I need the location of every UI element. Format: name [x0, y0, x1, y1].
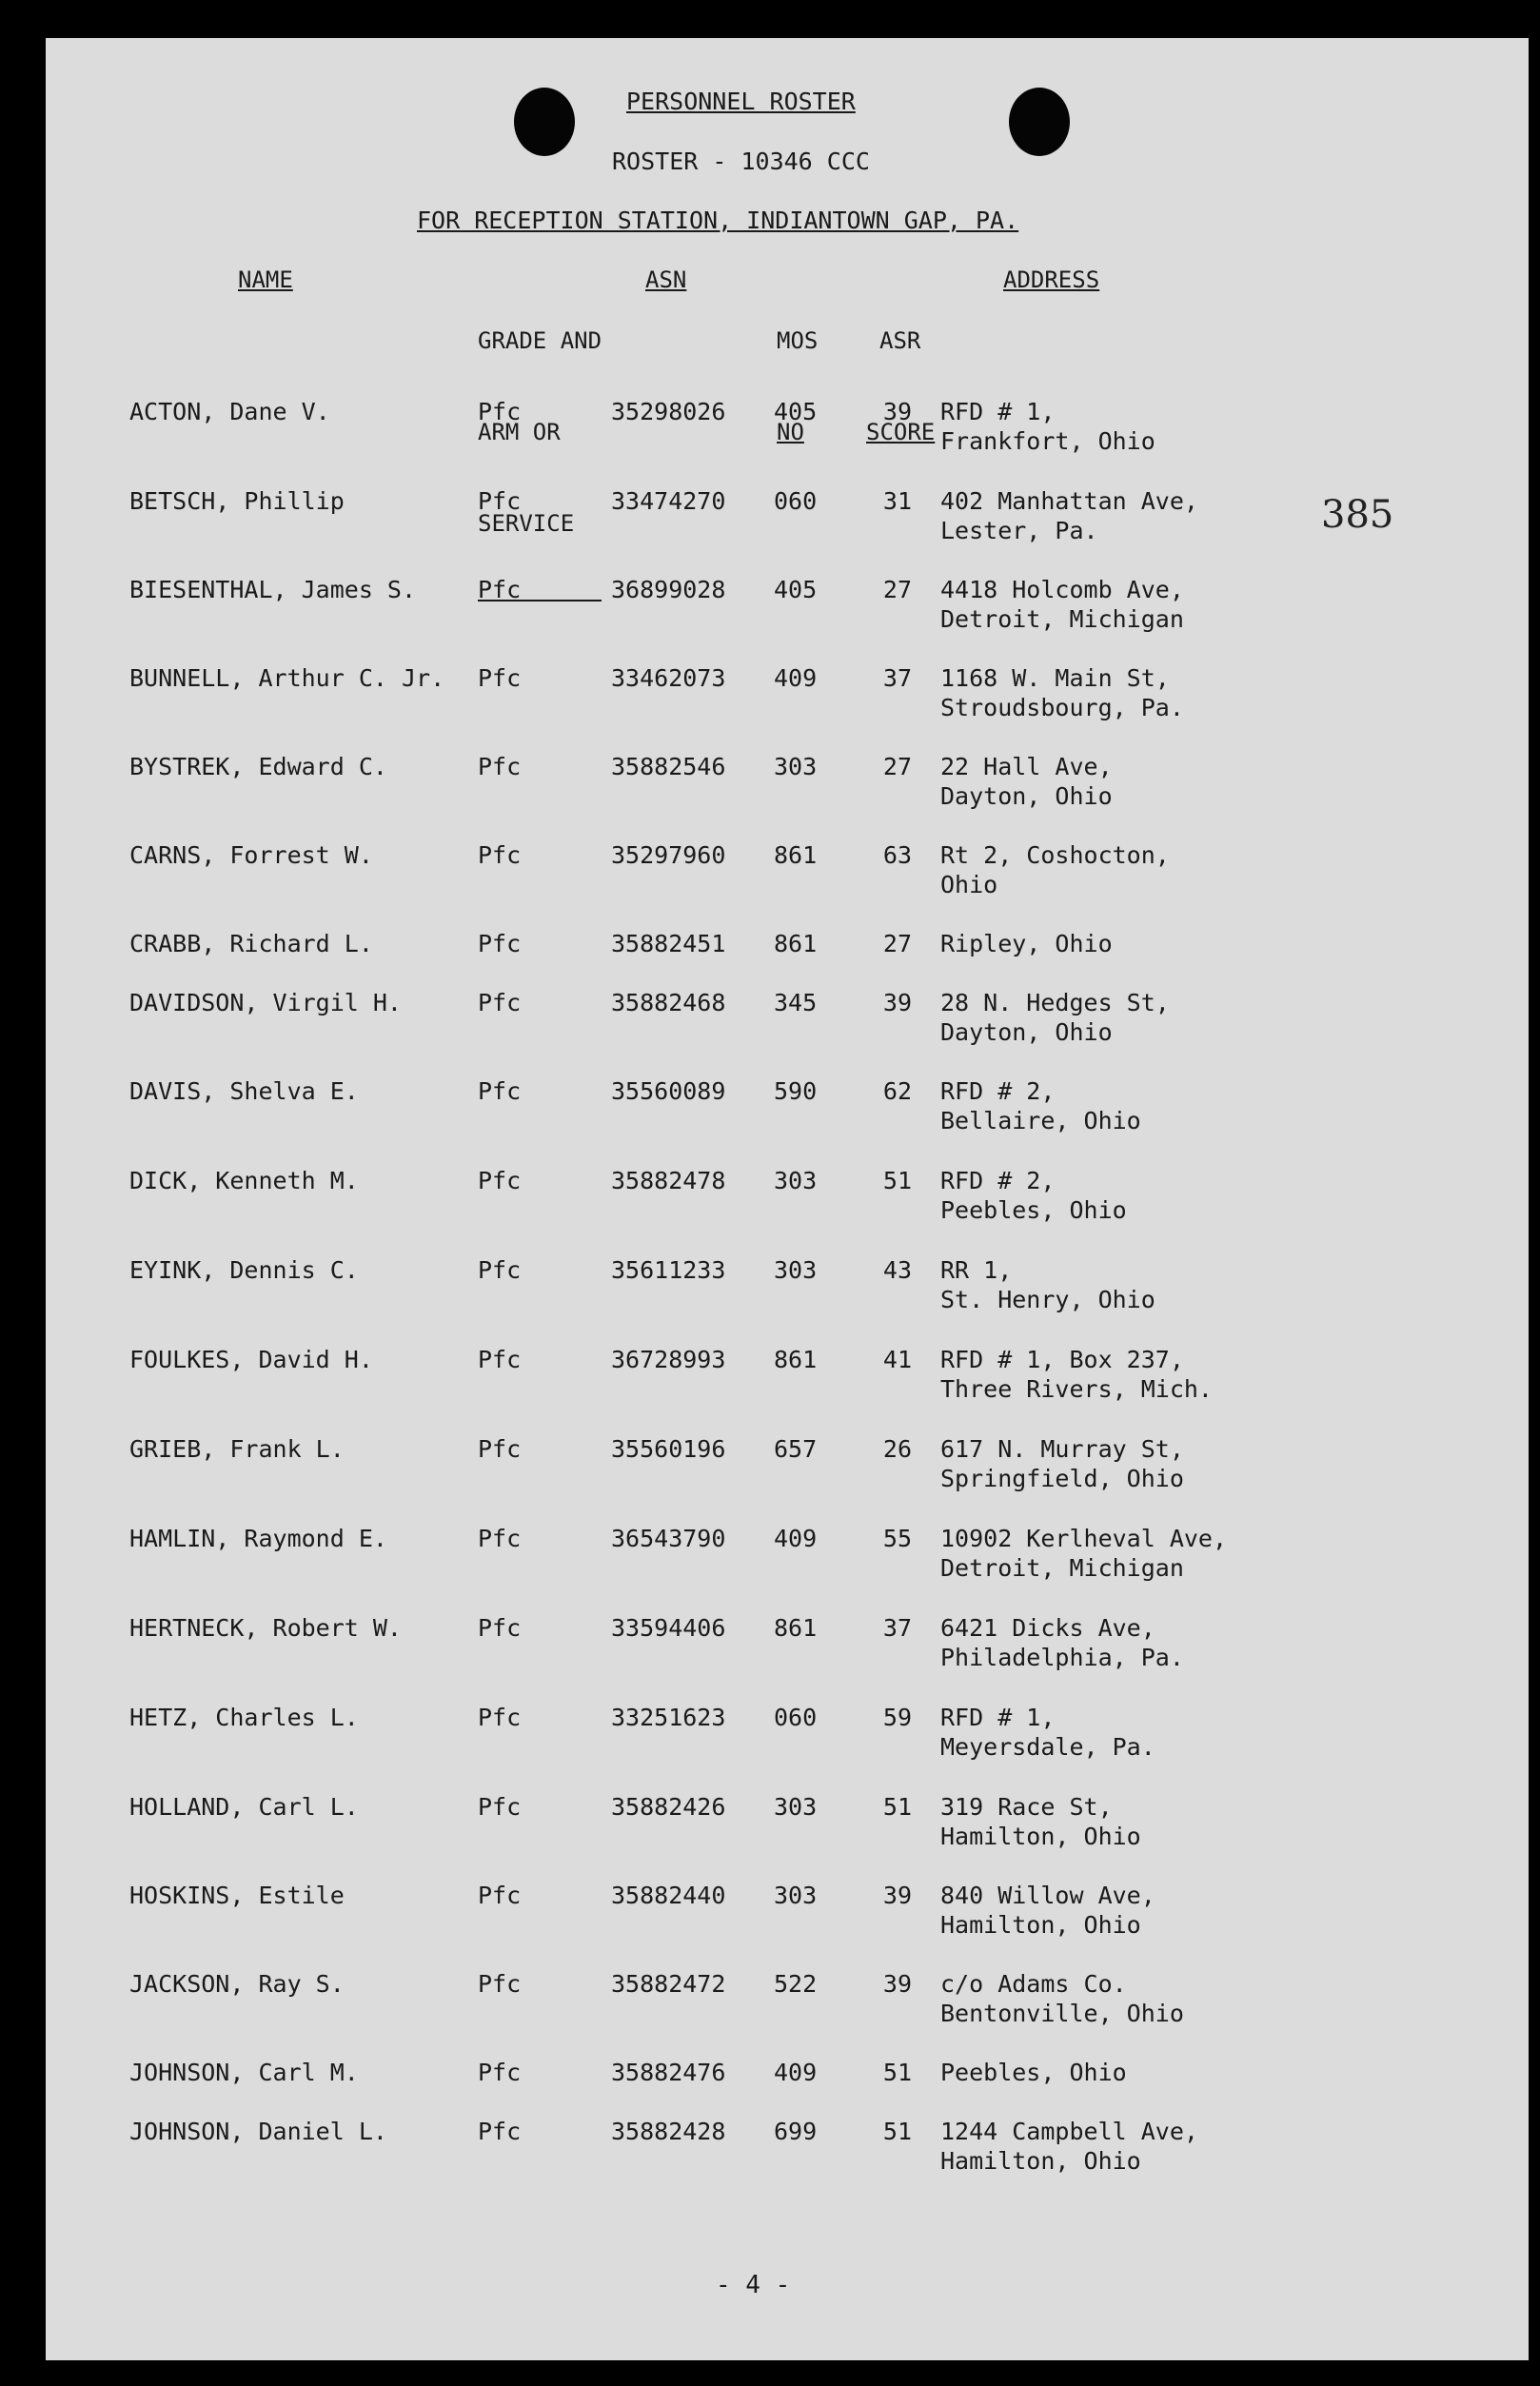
- cell-address-line1: c/o Adams Co.: [940, 1970, 1127, 1998]
- document-page: [46, 38, 1529, 2360]
- cell-grade: Pfc: [478, 1077, 522, 1105]
- cell-mos: 303: [774, 1793, 818, 1821]
- cell-mos: 409: [774, 1525, 818, 1552]
- cell-mos: 590: [774, 1077, 818, 1105]
- cell-mos: 861: [774, 930, 818, 957]
- cell-grade: Pfc: [478, 1793, 522, 1821]
- cell-address-line2: Frankfort, Ohio: [940, 427, 1155, 455]
- cell-mos: 861: [774, 841, 818, 869]
- cell-name: CRABB, Richard L.: [129, 930, 373, 957]
- cell-name: BIESENTHAL, James S.: [129, 576, 417, 603]
- cell-address-line1: 10902 Kerlheval Ave,: [940, 1525, 1228, 1552]
- cell-name: BYSTREK, Edward C.: [129, 753, 387, 780]
- cell-grade: Pfc: [478, 2118, 522, 2145]
- cell-asn: 36899028: [611, 576, 726, 603]
- cell-address-line1: RFD # 1, Box 237,: [940, 1346, 1184, 1373]
- cell-asn: 35882478: [611, 1167, 726, 1194]
- cell-name: CARNS, Forrest W.: [129, 841, 373, 869]
- cell-name: DAVIDSON, Virgil H.: [129, 989, 402, 1016]
- cell-grade: Pfc: [478, 1435, 522, 1463]
- cell-address-line2: Springfield, Ohio: [940, 1465, 1184, 1492]
- cell-mos: 861: [774, 1614, 818, 1642]
- cell-address-line1: 6421 Dicks Ave,: [940, 1614, 1155, 1642]
- cell-asn: 35882428: [611, 2118, 726, 2145]
- cell-grade: Pfc: [478, 1704, 522, 1731]
- cell-name: JACKSON, Ray S.: [129, 1970, 345, 1998]
- cell-address-line1: 28 N. Hedges St,: [940, 989, 1170, 1016]
- cell-name: HETZ, Charles L.: [129, 1704, 359, 1731]
- cell-asn: 33474270: [611, 487, 726, 515]
- cell-mos: 303: [774, 1882, 818, 1909]
- cell-address-line1: Ripley, Ohio: [940, 930, 1113, 957]
- cell-name: HOSKINS, Estile: [129, 1882, 345, 1909]
- cell-grade: Pfc: [478, 753, 522, 780]
- cell-mos: 405: [774, 576, 818, 603]
- cell-asn: 35560089: [611, 1077, 726, 1105]
- cell-asr: 27: [882, 753, 912, 780]
- roster-line: ROSTER - 10346 CCC: [612, 148, 870, 175]
- cell-grade: Pfc: [478, 398, 522, 425]
- cell-address-line1: Rt 2, Coshocton,: [940, 841, 1170, 869]
- cell-name: JOHNSON, Carl M.: [129, 2059, 359, 2086]
- stamp-number: 385: [1321, 493, 1394, 537]
- cell-address-line2: Bentonville, Ohio: [940, 2000, 1184, 2027]
- cell-address-line1: RFD # 2,: [940, 1077, 1056, 1105]
- cell-grade: Pfc: [478, 1882, 522, 1909]
- cell-asn: 35611233: [611, 1256, 726, 1284]
- cell-asr: 63: [882, 841, 912, 869]
- cell-address-line2: Detroit, Michigan: [940, 605, 1184, 633]
- cell-address-line1: 22 Hall Ave,: [940, 753, 1113, 780]
- cell-asr: 55: [882, 1525, 912, 1552]
- cell-address-line1: RFD # 1,: [940, 1704, 1056, 1731]
- cell-name: DAVIS, Shelva E.: [129, 1077, 359, 1105]
- cell-name: JOHNSON, Daniel L.: [129, 2118, 387, 2145]
- cell-asr: 41: [882, 1346, 912, 1373]
- cell-address-line2: Hamilton, Ohio: [940, 2147, 1141, 2175]
- cell-mos: 657: [774, 1435, 818, 1463]
- cell-asr: 43: [882, 1256, 912, 1284]
- cell-address-line2: Dayton, Ohio: [940, 1018, 1113, 1046]
- cell-address-line2: Philadelphia, Pa.: [940, 1644, 1184, 1671]
- cell-mos: 861: [774, 1346, 818, 1373]
- cell-asr: 51: [882, 2118, 912, 2145]
- cell-address-line2: St. Henry, Ohio: [940, 1286, 1155, 1313]
- cell-asr: 39: [882, 1970, 912, 1998]
- cell-asr: 39: [882, 1882, 912, 1909]
- cell-name: ACTON, Dane V.: [129, 398, 330, 425]
- cell-name: HOLLAND, Carl L.: [129, 1793, 359, 1821]
- cell-address-line1: 1244 Campbell Ave,: [940, 2118, 1198, 2145]
- page-number: - 4 -: [716, 2271, 791, 2299]
- cell-mos: 060: [774, 487, 818, 515]
- cell-address-line2: Stroudsbourg, Pa.: [940, 694, 1184, 721]
- cell-name: HAMLIN, Raymond E.: [129, 1525, 387, 1552]
- cell-address-line1: 617 N. Murray St,: [940, 1435, 1184, 1463]
- cell-address-line2: Peebles, Ohio: [940, 1196, 1127, 1224]
- cell-mos: 303: [774, 753, 818, 780]
- cell-address-line2: Bellaire, Ohio: [940, 1107, 1141, 1134]
- cell-address-line1: 402 Manhattan Ave,: [940, 487, 1198, 515]
- cell-name: GRIEB, Frank L.: [129, 1435, 345, 1463]
- cell-grade: Pfc: [478, 930, 522, 957]
- cell-asn: 33462073: [611, 664, 726, 692]
- col-header-address: ADDRESS: [1003, 266, 1100, 293]
- cell-asn: 36728993: [611, 1346, 726, 1373]
- cell-grade: Pfc: [478, 1525, 522, 1552]
- cell-grade: Pfc: [478, 841, 522, 869]
- cell-asr: 51: [882, 1793, 912, 1821]
- cell-asr: 39: [882, 989, 912, 1016]
- cell-name: EYINK, Dennis C.: [129, 1256, 359, 1284]
- cell-asn: 35882472: [611, 1970, 726, 1998]
- station-line: FOR RECEPTION STATION, INDIANTOWN GAP, PA.: [417, 207, 1019, 234]
- cell-asr: 59: [882, 1704, 912, 1731]
- cell-asr: 39: [882, 398, 912, 425]
- cell-grade: Pfc: [478, 1614, 522, 1642]
- cell-address-line1: 1168 W. Main St,: [940, 664, 1170, 692]
- cell-mos: 699: [774, 2118, 818, 2145]
- cell-address-line1: RFD # 1,: [940, 398, 1056, 425]
- cell-mos: 060: [774, 1704, 818, 1731]
- cell-grade: Pfc: [478, 989, 522, 1016]
- cell-address-line2: Lester, Pa.: [940, 517, 1098, 544]
- cell-name: HERTNECK, Robert W.: [129, 1614, 402, 1642]
- cell-grade: Pfc: [478, 487, 522, 515]
- cell-asr: 27: [882, 576, 912, 603]
- cell-grade: Pfc: [478, 1256, 522, 1284]
- cell-address-line2: Dayton, Ohio: [940, 782, 1113, 810]
- cell-grade: Pfc: [478, 1346, 522, 1373]
- cell-asn: 35560196: [611, 1435, 726, 1463]
- cell-asr: 31: [882, 487, 912, 515]
- col-header-grade: GRADE AND ARM OR SERVICE: [478, 265, 602, 601]
- cell-name: DICK, Kenneth M.: [129, 1167, 359, 1194]
- cell-asn: 35882546: [611, 753, 726, 780]
- cell-address-line1: Peebles, Ohio: [940, 2059, 1127, 2086]
- cell-address-line2: Hamilton, Ohio: [940, 1911, 1141, 1939]
- cell-address-line2: Detroit, Michigan: [940, 1554, 1184, 1582]
- cell-mos: 522: [774, 1970, 818, 1998]
- punch-hole-right: [1009, 88, 1070, 156]
- cell-asn: 35882468: [611, 989, 726, 1016]
- cell-mos: 409: [774, 664, 818, 692]
- cell-asr: 51: [882, 1167, 912, 1194]
- cell-grade: Pfc: [478, 576, 522, 603]
- cell-address-line2: Meyersdale, Pa.: [940, 1733, 1155, 1761]
- cell-name: BETSCH, Phillip: [129, 487, 345, 515]
- cell-address-line1: RFD # 2,: [940, 1167, 1056, 1194]
- cell-grade: Pfc: [478, 1167, 522, 1194]
- cell-asn: 35882440: [611, 1882, 726, 1909]
- cell-asr: 51: [882, 2059, 912, 2086]
- cell-asr: 26: [882, 1435, 912, 1463]
- cell-mos: 303: [774, 1167, 818, 1194]
- cell-asn: 35297960: [611, 841, 726, 869]
- col-header-name: NAME: [238, 266, 293, 293]
- cell-asn: 35882426: [611, 1793, 726, 1821]
- cell-asr: 37: [882, 1614, 912, 1642]
- cell-address-line2: Hamilton, Ohio: [940, 1823, 1141, 1850]
- cell-asr: 62: [882, 1077, 912, 1105]
- cell-mos: 345: [774, 989, 818, 1016]
- cell-grade: Pfc: [478, 2059, 522, 2086]
- cell-asr: 27: [882, 930, 912, 957]
- cell-address-line2: Ohio: [940, 871, 998, 898]
- cell-asn: 33251623: [611, 1704, 726, 1731]
- cell-address-line1: 319 Race St,: [940, 1793, 1113, 1821]
- cell-asn: 35882476: [611, 2059, 726, 2086]
- cell-grade: Pfc: [478, 664, 522, 692]
- cell-address-line1: 4418 Holcomb Ave,: [940, 576, 1184, 603]
- cell-asn: 33594406: [611, 1614, 726, 1642]
- cell-address-line1: 840 Willow Ave,: [940, 1882, 1155, 1909]
- cell-mos: 409: [774, 2059, 818, 2086]
- cell-mos: 303: [774, 1256, 818, 1284]
- col-header-mos: MOS NO: [777, 327, 819, 445]
- cell-name: BUNNELL, Arthur C. Jr.: [129, 664, 445, 692]
- col-header-asr: ASR SCORE: [866, 327, 936, 445]
- document-title: PERSONNEL ROSTER: [626, 88, 856, 115]
- cell-asn: 35298026: [611, 398, 726, 425]
- cell-name: FOULKES, David H.: [129, 1346, 373, 1373]
- cell-mos: 405: [774, 398, 818, 425]
- cell-address-line1: RR 1,: [940, 1256, 1013, 1284]
- punch-hole-left: [514, 88, 575, 156]
- cell-asr: 37: [882, 664, 912, 692]
- cell-grade: Pfc: [478, 1970, 522, 1998]
- col-header-asn: ASN: [645, 266, 687, 293]
- cell-asn: 36543790: [611, 1525, 726, 1552]
- cell-asn: 35882451: [611, 930, 726, 957]
- cell-address-line2: Three Rivers, Mich.: [940, 1375, 1213, 1403]
